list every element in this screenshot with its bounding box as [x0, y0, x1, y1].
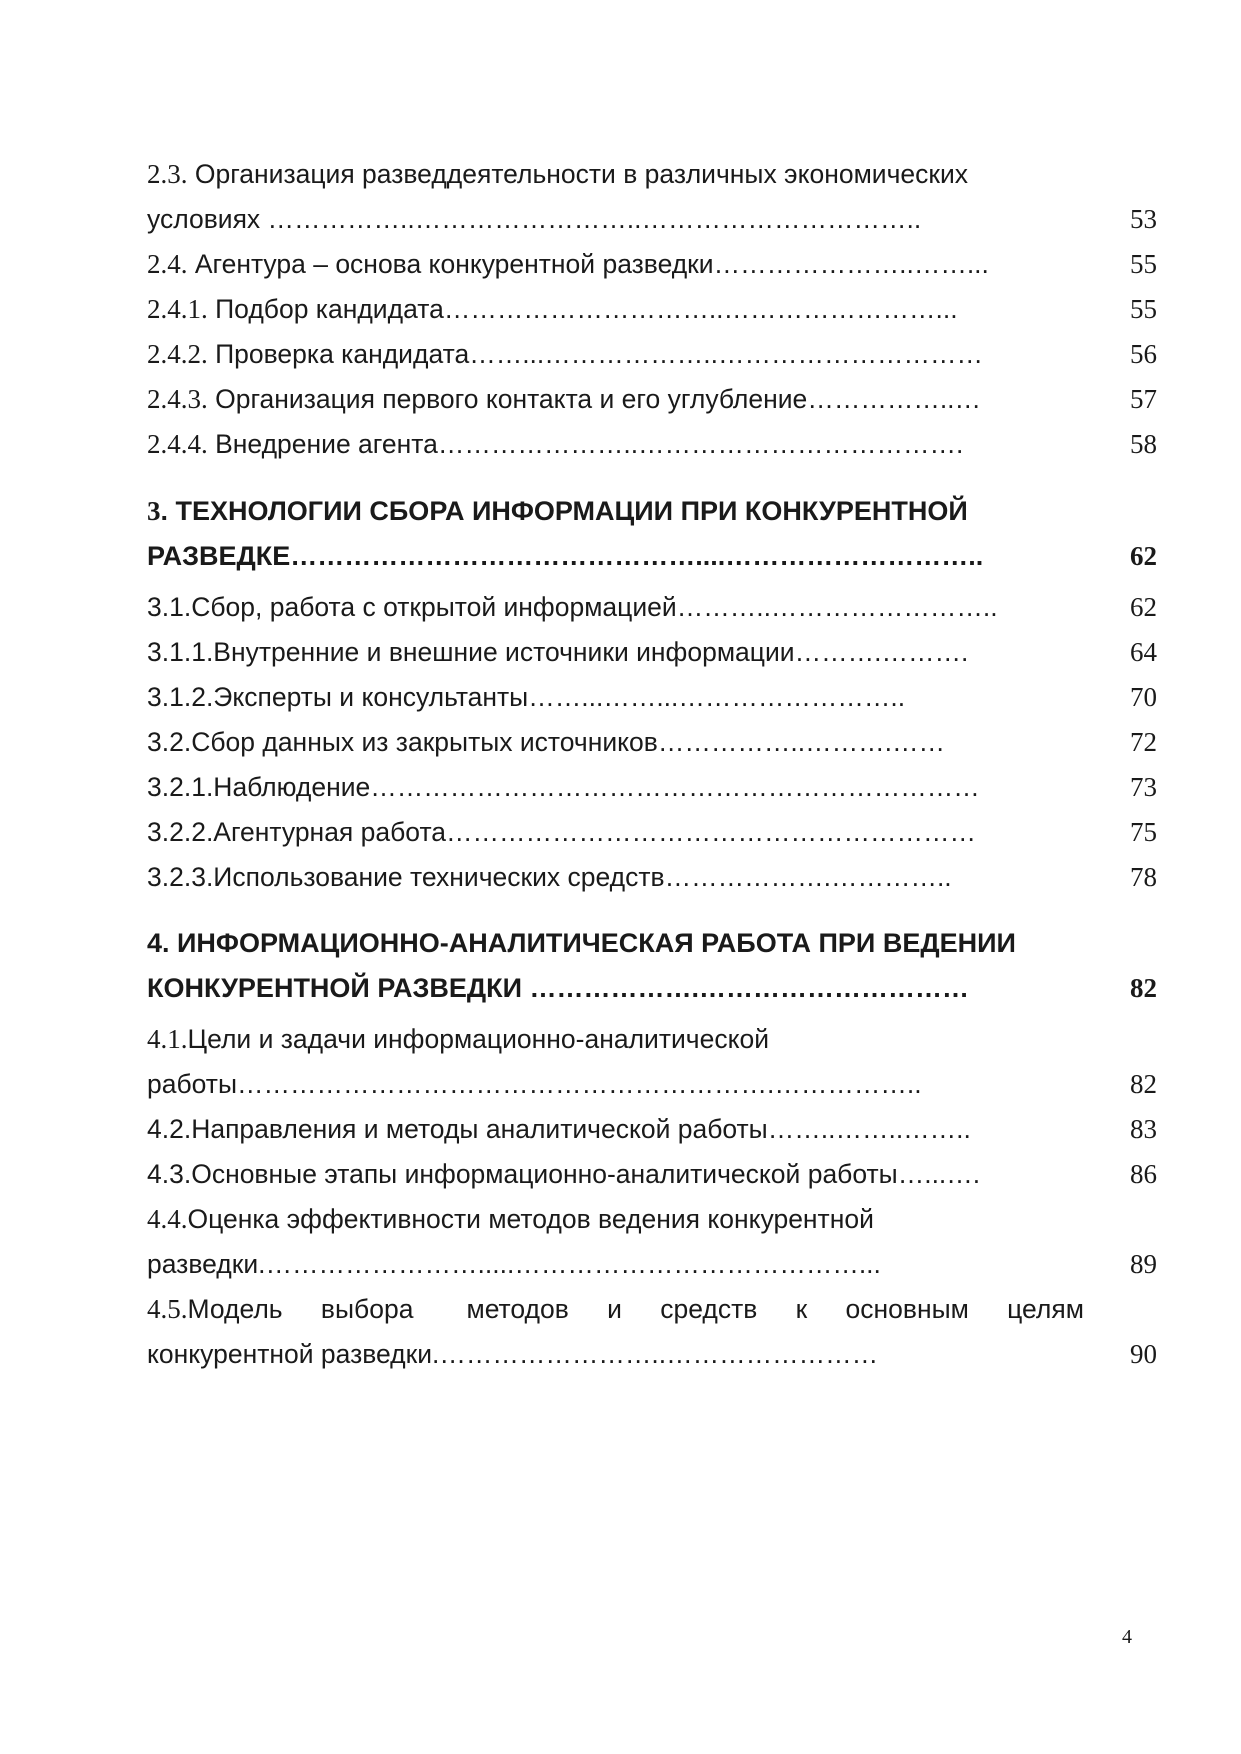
- toc-page: 86: [1130, 1159, 1157, 1189]
- page-number: 4: [1122, 1626, 1132, 1648]
- toc-entry-3-2-3: [147, 857, 1087, 897]
- toc-entry-4-5-line1: [147, 1289, 1087, 1329]
- toc-page: 72: [1130, 727, 1157, 757]
- toc-title: Проверка кандидата: [207, 339, 470, 369]
- toc-page: 89: [1130, 1249, 1157, 1279]
- toc-page: 82: [1130, 1069, 1157, 1099]
- toc-dots: ……………………………………………………………: [370, 772, 980, 802]
- toc-page: 82: [1130, 973, 1157, 1003]
- toc-entry-2-3-line2: [147, 199, 1087, 239]
- toc-title: Внедрение агента: [207, 429, 438, 459]
- toc-dots: …………………………..……………………...: [443, 294, 958, 324]
- toc-page: 70: [1130, 682, 1157, 712]
- toc-dots: ……...………………..…………………………: [469, 339, 984, 369]
- toc-number: 2.4.2.: [147, 339, 208, 369]
- toc-page: 55: [1130, 249, 1157, 279]
- toc-page: 57: [1130, 384, 1157, 414]
- toc-number: 2.4.1.: [147, 294, 208, 324]
- justified-line: [147, 1289, 1084, 1329]
- toc-page: 55: [1130, 294, 1157, 324]
- word: выбора: [320, 1294, 414, 1324]
- word: [147, 1289, 283, 1329]
- toc-entry-4-4-line1: [147, 1199, 1087, 1239]
- toc-page: 83: [1130, 1114, 1157, 1144]
- toc-entry-3-2-2: [147, 812, 1087, 852]
- toc-page: 58: [1130, 429, 1157, 459]
- toc-entry-4-1-line2: [147, 1064, 1087, 1104]
- toc-dots: ……………………..……………………: [439, 1339, 879, 1369]
- toc-entry-2-4-3: [147, 379, 1087, 419]
- toc-page: 53: [1130, 204, 1157, 234]
- word: основным: [845, 1294, 969, 1324]
- toc-dots: ……………..……….……: [657, 727, 945, 757]
- toc-section-3-line1: [147, 491, 1087, 531]
- toc-title: КОНКУРЕНТНОЙ РАЗВЕДКИ: [147, 973, 530, 1003]
- toc-dots: …………………………………………………….……………..: [237, 1069, 922, 1099]
- toc-dots: ………………………………………....………………………..: [290, 541, 984, 571]
- toc-title: Организация первого контакта и его углубление: [207, 384, 808, 414]
- toc-number: 2.4.4.: [147, 429, 208, 459]
- toc-dots: ……………..……………………..…………………………..: [267, 204, 922, 234]
- toc-dots: ……………………………………………………: [446, 817, 977, 847]
- toc-dots: …………………..……………………………….: [437, 429, 964, 459]
- toc-page: 78: [1130, 862, 1157, 892]
- toc-page: 75: [1130, 817, 1157, 847]
- word: к: [795, 1294, 808, 1324]
- toc-entry-2-4-1: [147, 289, 1087, 329]
- toc-dots: ……...……...……………………..: [528, 682, 906, 712]
- toc-page: 64: [1130, 637, 1157, 667]
- toc-page: 62: [1130, 592, 1157, 622]
- toc-section-4-line2: [147, 968, 1087, 1008]
- toc-title: 3.2.2.Агентурная работа: [147, 817, 447, 847]
- toc-title: 3.2.1.Наблюдение: [147, 772, 371, 802]
- toc-dots: ………..……………………..: [676, 592, 998, 622]
- toc-title: 3.2.3.Использование технических средств: [147, 862, 665, 892]
- toc-number: 2.4.: [147, 249, 188, 279]
- toc-dots: …………………….....…………………………………...: [265, 1249, 881, 1279]
- toc-section-4-line1: [147, 923, 1087, 963]
- toc-dots: ……….……….: [794, 637, 969, 667]
- toc-dots: ……..……..……..: [767, 1114, 971, 1144]
- word: методов: [451, 1294, 569, 1324]
- toc-dots: …………………..……...: [713, 249, 989, 279]
- toc-title: 4.2.Направления и методы аналитической работы: [147, 1114, 768, 1144]
- toc-title: условиях: [147, 204, 268, 234]
- toc-title: . ТЕХНОЛОГИИ СБОРА ИНФОРМАЦИИ ПРИ КОНКУРЕНТНОЙ: [160, 496, 968, 526]
- toc-entry-3-1-1: [147, 632, 1087, 672]
- toc-page: 62: [1130, 541, 1157, 571]
- toc-number: 2.4.3.: [147, 384, 208, 414]
- toc-entry-3-1-2: [147, 677, 1087, 717]
- toc-dots: …...….: [897, 1159, 981, 1189]
- toc-title: РАЗВЕДКЕ: [147, 541, 291, 571]
- toc-title-word: Модель: [187, 1294, 283, 1324]
- toc-title: 3.2.Сбор данных из закрытых источников: [147, 727, 658, 757]
- toc-title: Оценка эффективности методов ведения конкурентной: [187, 1204, 874, 1234]
- toc-title: Организация разведдеятельности в различных экономических: [187, 159, 969, 189]
- toc-dots: ……………….…………………………: [529, 973, 970, 1003]
- toc-number: 2.3.: [147, 159, 188, 189]
- toc-page: 56: [1130, 339, 1157, 369]
- toc-page: 90: [1130, 1339, 1157, 1369]
- toc-number: 4.4.: [147, 1204, 188, 1234]
- toc-number: 4.1.: [147, 1024, 188, 1054]
- toc-dots: ……………….…………..: [664, 862, 952, 892]
- toc-entry-2-4-4: [147, 424, 1087, 464]
- toc-number: 3: [147, 496, 161, 526]
- toc-title: разведки.: [147, 1249, 266, 1279]
- toc-entry-2-3-line1: [147, 154, 1087, 194]
- toc-title: Цели и задачи информационно-аналитической: [187, 1024, 769, 1054]
- word: и: [607, 1294, 622, 1324]
- toc-entry-3-2-1: [147, 767, 1087, 807]
- word: средств: [660, 1294, 758, 1324]
- toc-entry-3-1: [147, 587, 1087, 627]
- toc-title: 3.1.Сбор, работа с открытой информацией: [147, 592, 677, 622]
- toc-entry-4-4-line2: [147, 1244, 1087, 1284]
- toc-title: 3.1.1.Внутренние и внешние источники информации: [147, 637, 795, 667]
- word: целям: [1007, 1294, 1084, 1324]
- toc-title: 4.3.Основные этапы информационно-аналитической работы: [147, 1159, 898, 1189]
- toc-title: 3.1.2.Эксперты и консультанты: [147, 682, 529, 712]
- toc-title: работы: [147, 1069, 237, 1099]
- toc-title: Подбор кандидата: [207, 294, 444, 324]
- toc-title: Агентура – основа конкурентной разведки: [187, 249, 714, 279]
- toc-entry-3-2: [147, 722, 1087, 762]
- toc-entry-4-5-line2: [147, 1334, 1087, 1374]
- toc-entry-4-3: [147, 1154, 1087, 1194]
- toc-title: конкурентной разведки.: [147, 1339, 440, 1369]
- toc-entry-2-4: [147, 244, 1087, 284]
- toc-title: 4. ИНФОРМАЦИОННО-АНАЛИТИЧЕСКАЯ РАБОТА ПРИ ВЕДЕНИИ: [147, 928, 1016, 958]
- toc-page: 73: [1130, 772, 1157, 802]
- toc-entry-2-4-2: [147, 334, 1087, 374]
- toc-section-3-line2: [147, 536, 1087, 576]
- toc-number: 4.5.: [147, 1294, 188, 1324]
- toc-entry-4-2: [147, 1109, 1087, 1149]
- toc-entry-4-1-line1: [147, 1019, 1087, 1059]
- toc-dots: ……………..…: [807, 384, 982, 414]
